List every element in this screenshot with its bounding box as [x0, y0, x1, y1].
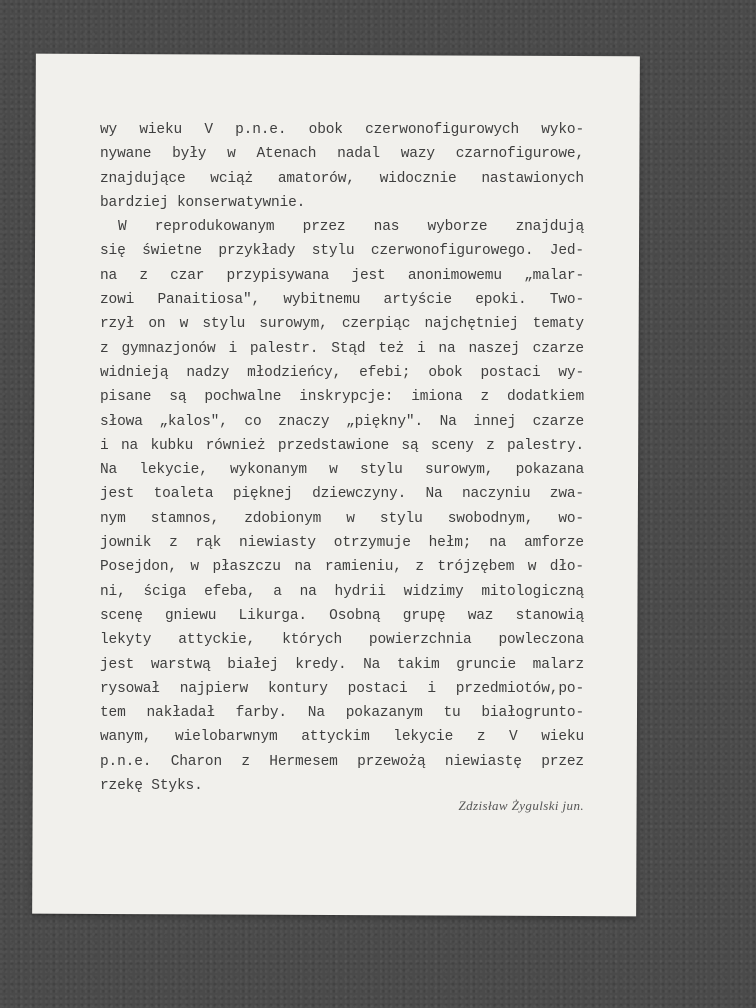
text-line: rysował najpierw kontury postaci i przedmiotów,po-	[100, 680, 584, 697]
text-line: wy wieku V p.n.e. obok czerwonofigurowych wyko-	[100, 122, 584, 138]
text-line: jownik z rąk niewiasty otrzymuje hełm; na amforze	[100, 535, 584, 552]
text-line: wanym, wielobarwnym attyckim lekycie z V wieku	[100, 729, 584, 746]
text-line: nywane były w Atenach nadal wazy czarnofigurowe,	[100, 146, 584, 163]
author-signature: Zdzisław Żygulski jun.	[458, 798, 584, 813]
text-line: W reprodukowanym przez nas wyborze znajdują	[118, 219, 584, 236]
text-line: p.n.e. Charon z Hermesem przewożą niewiastę przez	[100, 753, 584, 770]
text-line: jest toaleta pięknej dziewczyny. Na naczyniu zwa-	[100, 486, 584, 503]
text-line: Na lekycie, wykonanym w stylu surowym, pokazana	[100, 462, 584, 479]
text-line: się świetne przykłady stylu czerwonofigurowego. Jed-	[100, 243, 584, 260]
text-line: znajdujące wciąż amatorów, widocznie nastawionych	[100, 170, 584, 187]
text-line: rzekę Styks.	[100, 778, 203, 795]
text-line: nym stamnos, zdobionym w stylu swobodnym, wo-	[100, 510, 584, 527]
text-line: słowa „kalos", co znaczy „piękny". Na innej czarze	[100, 413, 584, 430]
text-line: jest warstwą białej kredy. Na takim gruncie malarz	[100, 656, 584, 673]
text-line: na z czar przypisywana jest anonimowemu „malar-	[100, 267, 584, 284]
text-line: lekyty attyckie, których powierzchnia powleczona	[100, 632, 584, 649]
body-text	[100, 118, 584, 798]
text-line: z gymnazjonów i palestr. Stąd też i na naszej czarze	[100, 340, 584, 357]
text-line: ni, ściga efeba, a na hydrii widzimy mitologiczną	[100, 583, 584, 600]
text-line: scenę gniewu Likurga. Osobną grupę waz stanowią	[100, 607, 584, 624]
text-line: rzył on w stylu surowym, czerpiąc najchętniej tematy	[100, 316, 584, 333]
text-line: tem nakładał farby. Na pokazanym tu białogruntо-	[100, 705, 584, 722]
text-line: bardziej konserwatywnie.	[100, 194, 306, 211]
text-line: pisane są pochwalne inskrypcje: imiona z dodatkiem	[100, 389, 584, 406]
text-line: zowi Panaitiosa", wybitnemu artyście epoki. Two-	[100, 292, 584, 309]
text-line: i na kubku również przedstawione są sceny z palestry.	[100, 437, 584, 454]
text-line: widnieją nadzy młodzieńcy, efebi; obok postaci wy-	[100, 364, 584, 381]
text-line: Posejdon, w płaszczu na ramieniu, z trójzębem w dło-	[100, 559, 584, 576]
